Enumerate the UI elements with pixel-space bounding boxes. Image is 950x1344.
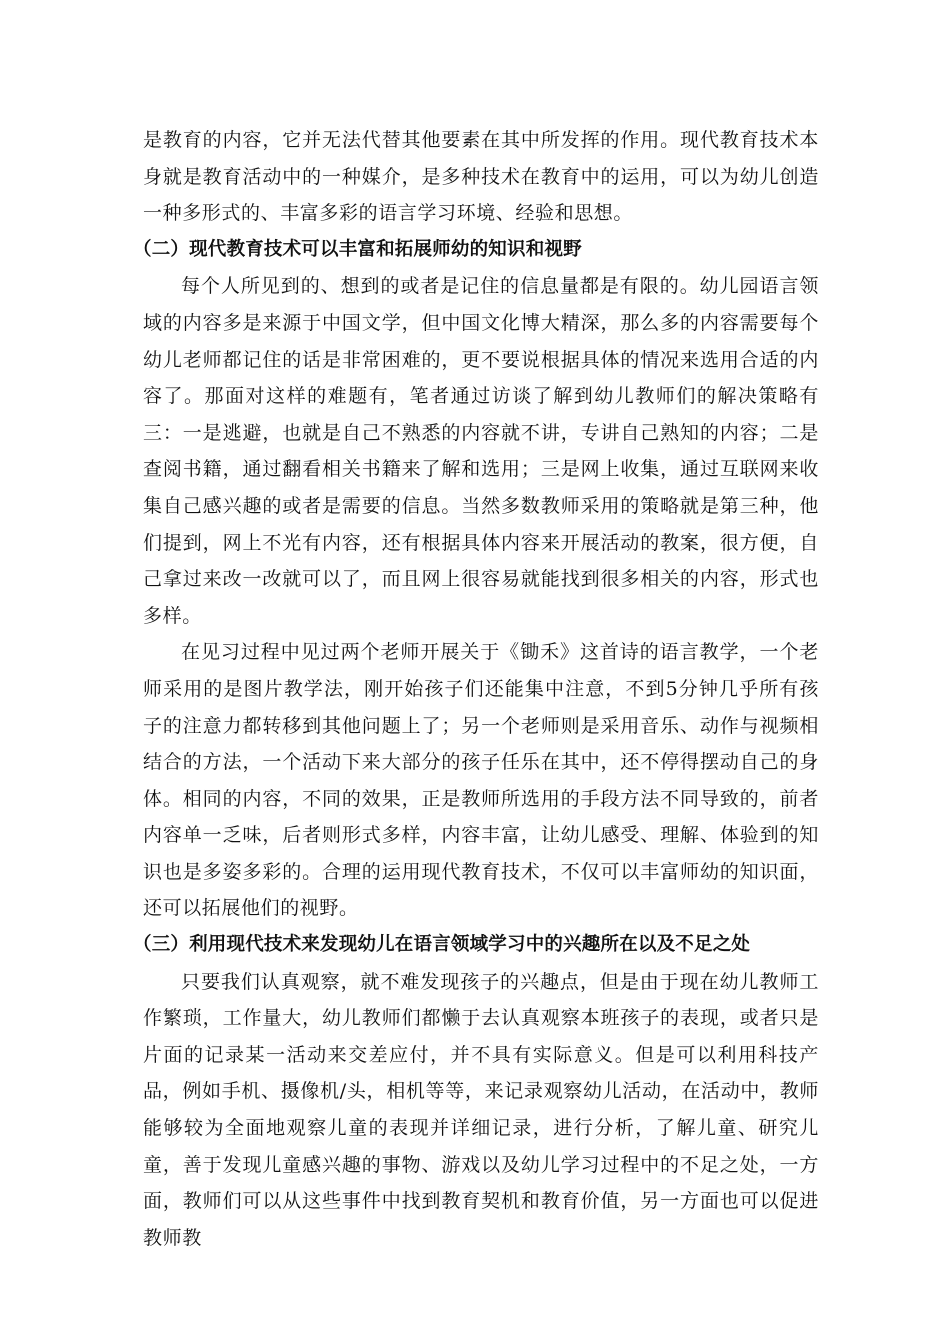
body-paragraph: 只要我们认真观察，就不难发现孩子的兴趣点，但是由于现在幼儿教师工作繁琐，工作量大，幼儿教师们都懒于去认真观察本班孩子的表现，或者只是片面的记录某一活动来交差应付，并不具有实际意义。但是可以利用科技产品，例如手机、摄像机/头，相机等等，来记录观察幼儿活动，在活动中，教师能够较为全面地观察儿童的表现并详细记录，进行分析，了解儿童、研究儿童，善于发现儿童感兴趣的事物、游戏以及幼儿学习过程中的不足之处，一方面，教师们可以从这些事件中找到教育契机和教育价值，另一方面也可以促进教师教 [143,970,819,1249]
body-paragraph: 在见习过程中见过两个老师开展关于《锄禾》这首诗的语言教学，一个老师采用的是图片教学法，刚开始孩子们还能集中注意，不到5分钟几乎所有孩子的注意力都转移到其他问题上了；另一个老师则是采用音乐、动作与视频相结合的方法，一个活动下来大部分的孩子任乐在其中，还不停得摆动自己的身体。相同的内容，不同的效果，正是教师所选用的手段方法不同导致的，前者内容单一乏味，后者则形式多样，内容丰富，让幼儿感受、理解、体验到的知识也是多姿多彩的。合理的运用现代教育技术，不仅可以丰富师幼的知识面，还可以拓展他们的视野。 [143,641,819,920]
document-body [133,122,819,1256]
section-heading-3: （三）利用现代技术来发现幼儿在语言领域学习中的兴趣所在以及不足之处 [133,934,751,956]
section-heading-2: （二）现代教育技术可以丰富和拓展师幼的知识和视野 [133,238,582,260]
continuation-paragraph: 是教育的内容，它并无法代替其他要素在其中所发挥的作用。现代教育技术本身就是教育活动中的一种媒介，是多种技术在教育中的运用，可以为幼儿创造一种多形式的、丰富多彩的语言学习环境、经验和思想。 [143,129,819,225]
body-paragraph: 每个人所见到的、想到的或者是记住的信息量都是有限的。幼儿园语言领域的内容多是来源于中国文学，但中国文化博大精深，那么多的内容需要每个幼儿老师都记住的话是非常困难的，更不要说根据具体的情况来选用合适的内容了。那面对这样的难题有，笔者通过访谈了解到幼儿教师们的解决策略有三：一是逃避，也就是自己不熟悉的内容就不讲，专讲自己熟知的内容；二是查阅书籍，通过翻看相关书籍来了解和选用；三是网上收集，通过互联网来收集自己感兴趣的或者是需要的信息。当然多数教师采用的策略就是第三种，他们提到，网上不光有内容，还有根据具体内容来开展活动的教案，很方便，自己拿过来改一改就可以了，而且网上很容易就能找到很多相关的内容，形式也多样。 [143,275,819,627]
